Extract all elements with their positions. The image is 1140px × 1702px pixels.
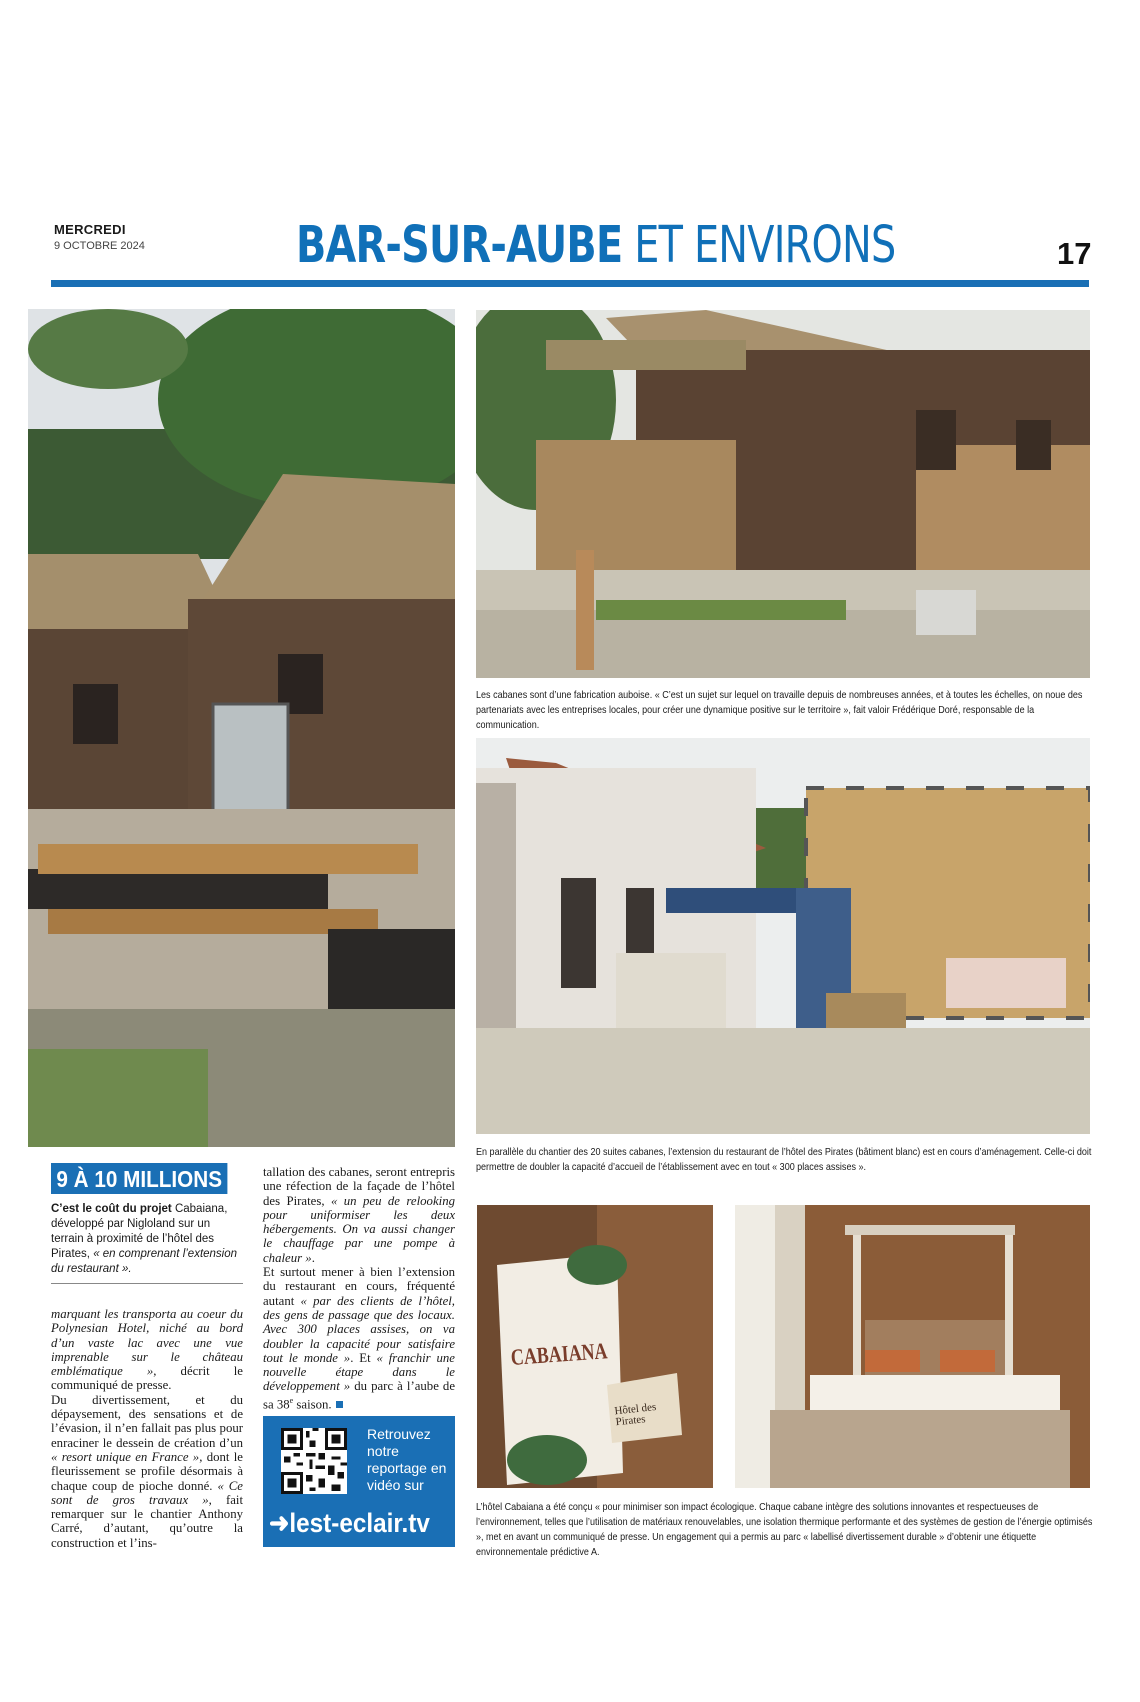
- page-number: 17: [1057, 236, 1092, 271]
- qr-code-icon[interactable]: [281, 1428, 347, 1494]
- article-column-1: [51, 1307, 243, 1550]
- caption-cabins: Les cabanes sont d’une fabrication auboise. « C’est un sujet sur lequel on travaille depuis de nombreuses années, et à toutes les échelles, on noue des partenariats avec les entreprises locales, pour créer une dynamique positive sur le territoire », fait valoir Frédérique Doré, responsable de la communication.: [476, 689, 1083, 731]
- play-arrow-icon: ➜: [269, 1508, 290, 1538]
- article-kicker: 9 À 10 MILLIONS: [51, 1163, 227, 1194]
- brochure-brand: CABAIANA: [510, 1338, 609, 1370]
- col2-quote-g: « franchir une nouvelle étape dans le développement »: [263, 1350, 455, 1394]
- photo-cabins-construction: [28, 309, 455, 1147]
- intro-bold: C’est le coût du projet: [51, 1203, 172, 1215]
- col1-text-e: , dont le fleurissement se profile désormais à chaque coup de pioche donné.: [51, 1449, 243, 1493]
- section-title-bold: BAR-SUR-AUBE: [296, 216, 623, 275]
- col1-quote-a: marquant les transporta au coeur du Polynesian Hotel, niché au bord d’un vaste lac avec une vue imprenable sur le château emblématique »: [51, 1307, 243, 1379]
- photo-cabaiana-brochure: [477, 1205, 713, 1488]
- col1-text-c: Du divertissement, et du dépaysement, des sensations et de l’évasion, il n’en fallait pas plus pour enraciner le dessein de création d’un: [51, 1392, 243, 1450]
- photo-cabin-exterior: [476, 310, 1090, 678]
- pirates-sign: Hôtel des Pirates: [613, 1401, 657, 1429]
- section-title: [296, 218, 896, 274]
- article-intro: [51, 1202, 243, 1277]
- video-promo-box[interactable]: [263, 1416, 455, 1547]
- photo-bedroom: [735, 1205, 1090, 1488]
- edition-day: MERCREDI: [54, 222, 126, 237]
- col1-quote-d: « resort unique en France »: [51, 1449, 200, 1464]
- col1-quote-f: « Ce sont de gros travaux »: [51, 1478, 243, 1507]
- edition-date: 9 OCTOBRE 2024: [54, 240, 145, 252]
- intro-separator: [51, 1283, 243, 1284]
- col2-text-h: du parc à l’aube de sa 38: [263, 1379, 456, 1412]
- header-rule: [51, 280, 1089, 287]
- col1-text-g: , fait remarquer sur le chantier Anthony Carré, d’autant, qu’outre la construction et l’ins-: [51, 1492, 244, 1550]
- end-square-icon: [336, 1401, 343, 1408]
- col2-text-c: .: [311, 1250, 315, 1265]
- col2-superscript: e: [289, 1395, 294, 1405]
- col2-quote-b: « un peu de relooking pour uniformiser les deux hébergements. On va aussi changer le chauffage par une pompe à chaleur »: [263, 1193, 455, 1265]
- caption-restaurant: En parallèle du chantier des 20 suites cabanes, l’extension du restaurant de l’hôtel des Pirates (bâtiment blanc) est en cours d’aménagement. Celle-ci doit permettre de doubler la capacité d’accueil de l’établissement avec en tout « 300 places assises ».: [476, 1146, 1092, 1173]
- col1-text-b: , décrit le communiqué de presse.: [51, 1364, 243, 1393]
- intro-quote: « en comprenant l’extension du restaurant ».: [51, 1248, 238, 1275]
- photo-restaurant-extension: [476, 738, 1090, 1134]
- intro-text: Cabaiana, développé par Nigloland sur un terrain à proximité de l’hôtel des Pirates,: [51, 1203, 228, 1260]
- col2-text-d: Et surtout mener à bien l’extension du restaurant en cours, fréquenté autant: [263, 1265, 455, 1308]
- col2-quote-e: « par des clients de l’hôtel, des gens de passage que des locaux. Avec 300 places assises, on va doubler la capacité pour satisfaire tout le monde »: [263, 1293, 456, 1365]
- col2-text-a: tallation des cabanes, seront entrepris une réfection de la façade de l’hôtel des Pirates,: [263, 1165, 455, 1208]
- section-title-light: ET ENVIRONS: [622, 216, 896, 275]
- promo-text: Retrouvez notre reportage en vidéo sur: [367, 1426, 447, 1493]
- col2-text-f: . Et: [350, 1350, 377, 1365]
- col2-text-i: saison.: [293, 1397, 332, 1412]
- article-column-2: [263, 1165, 455, 1411]
- caption-ecology: L’hôtel Cabaiana a été conçu « pour minimiser son impact écologique. Chaque cabane intègre des solutions innovantes et respectueuses de l’environnement, telles que l’utilisation de matériaux renouvelables, une isolation thermique performante et des systèmes de gestion de l’énergie optimisés », met en avant un communiqué de presse. Un engagement qui a permis au parc « labellisé divertissement durable » d’obtenir une étiquette environnementale prédictive A.: [476, 1501, 1093, 1558]
- promo-url-link[interactable]: [269, 1508, 430, 1539]
- promo-url-text: lest-eclair.tv: [289, 1508, 430, 1538]
